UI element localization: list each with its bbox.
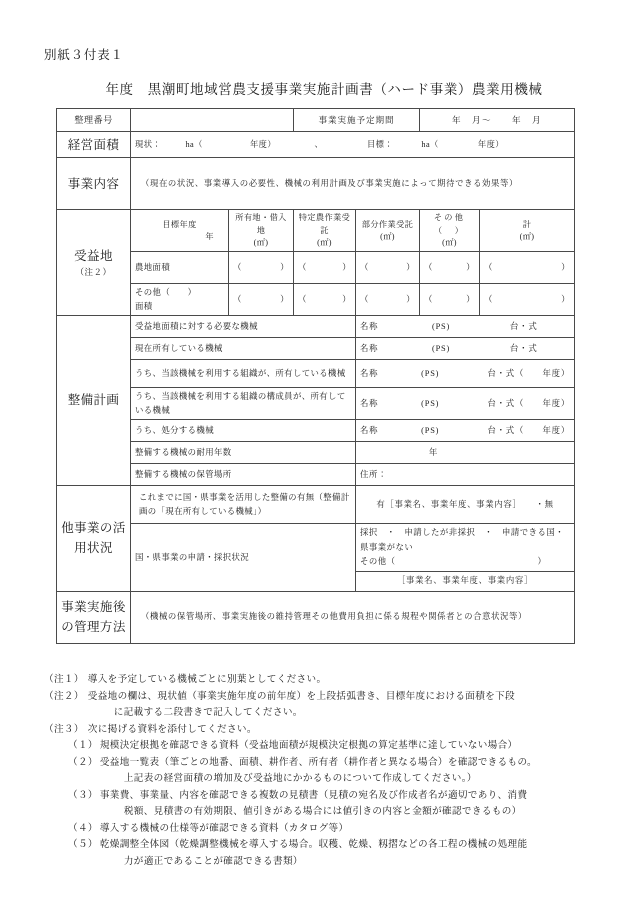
- benefit-col-target-year-l1: 目標年度: [162, 219, 197, 229]
- attachment-5: [44, 837, 600, 870]
- other-projects-label: 他事業の活用状況: [57, 486, 131, 592]
- farmland-area-partial[interactable]: [356, 252, 420, 284]
- project-content-label: 事業内容: [57, 158, 131, 210]
- farmland-area-other[interactable]: [420, 252, 480, 284]
- maintenance-row-label-5: うち、処分する機械: [131, 420, 356, 442]
- farm-area-value-cell[interactable]: [131, 132, 575, 158]
- maintenance-plan-label: 整備計画: [57, 316, 131, 486]
- table-row-other-projects-1: [57, 486, 575, 524]
- benefit-land-sublabel: （注２）: [75, 266, 112, 277]
- table-row-maintenance-4: [57, 388, 575, 420]
- attachment-3-marker: （３）: [68, 789, 98, 801]
- maintenance-row-value-2[interactable]: [356, 338, 575, 360]
- maintenance-row-label-3: うち、当該機械を利用する組織が、所有している機械: [131, 360, 356, 388]
- maintenance-row-value-5[interactable]: [356, 420, 575, 442]
- maintenance-row-label-7: 整備する機械の保管場所: [131, 464, 356, 486]
- attachment-2-line-1: 受益地一覧表（筆ごとの地番、面積、耕作者、所有者（耕作者と異なる場合）を確認できるもの。: [99, 756, 537, 768]
- farm-area-target-label: 目標：: [366, 139, 394, 149]
- attachment-1-body: [100, 738, 600, 755]
- table-row-post-management: [57, 592, 575, 644]
- machine-unit-label-5: 台・式（ 年度）: [487, 425, 571, 435]
- benefit-col-total-l2: (㎡): [519, 231, 535, 241]
- benefit-col-specific-contract-l2: (㎡): [317, 238, 332, 248]
- paren-close: ）: [280, 294, 289, 304]
- paren-close: ）: [406, 294, 416, 304]
- table-row-maintenance-storage: [57, 464, 575, 486]
- page-title: 年度 黒潮町地域営農支援事業実施計画書（ハード事業）農業用機械: [105, 82, 543, 97]
- maintenance-row-label-4: うち、当該機械を利用する組織の構成員が、所有している機械: [131, 388, 356, 420]
- benefit-col-target-year: [131, 210, 229, 252]
- paren-close: ）: [342, 294, 351, 304]
- machine-name-label-2: 名称: [360, 343, 379, 353]
- farm-area-current-year: 年度）: [249, 139, 277, 149]
- footnote-2-line-2: に記載する二段書きで記入してください。: [113, 707, 303, 718]
- other-area-label-l2: 面積: [135, 301, 153, 311]
- benefit-col-other-l1: その他（ ）: [433, 213, 466, 235]
- table-row-maintenance-durability: [57, 442, 575, 464]
- benefit-col-owned-l1: 所有地・借入地: [235, 213, 287, 235]
- machine-name-label-3: 名称: [360, 368, 379, 378]
- attachment-5-line-2: 力が適正であることが確認できる書類）: [123, 855, 303, 867]
- attachment-4-line-1: 導入する機械の仕様等が確認できる資料（カタログ等）: [99, 822, 349, 834]
- attachment-2-body: [100, 755, 600, 788]
- admin-number-label: 整理番号: [57, 109, 131, 132]
- benefit-land-title: 受益地: [74, 249, 113, 264]
- machine-unit-label-3: 台・式（ 年度）: [487, 368, 571, 378]
- benefit-col-partial-contract: [356, 210, 420, 252]
- machine-ps-label-4: (PS): [421, 398, 440, 408]
- table-row-maintenance-5: [57, 420, 575, 442]
- durability-years-label: 年: [428, 447, 438, 457]
- benefit-col-partial-contract-l2: (㎡): [380, 231, 395, 241]
- farm-area-target-year: 年度）: [477, 139, 504, 149]
- other-projects-row1-label: これまでに国・県事業を活用した整備の有無（整備計画の「現在所有している機械」）: [131, 486, 356, 524]
- maintenance-row-value-4[interactable]: [356, 388, 575, 420]
- other-projects-row2-value[interactable]: [356, 524, 575, 572]
- footnotes-section: [44, 672, 600, 870]
- maintenance-row-value-3[interactable]: [356, 360, 575, 388]
- benefit-col-target-year-l2: 年: [205, 231, 214, 241]
- paren-open: （: [233, 294, 242, 304]
- paren-open: （: [360, 262, 369, 272]
- footnote-1-marker: （注１）: [44, 674, 84, 685]
- project-content-value-cell[interactable]: [131, 158, 575, 210]
- machine-unit-label-2: 台・式: [510, 343, 538, 353]
- table-row-farmland-area: [57, 252, 575, 284]
- benefit-col-specific-contract: [294, 210, 356, 252]
- post-management-label: 事業実施後の管理方法: [57, 592, 131, 644]
- footnote-3-marker: （注３）: [44, 723, 84, 735]
- benefit-land-label: [57, 210, 131, 316]
- benefit-col-specific-contract-l1: 特定農作業受託: [298, 213, 351, 235]
- paren-open: （: [484, 262, 493, 272]
- footnote-2: [44, 689, 600, 722]
- machine-name-label-4: 名称: [360, 398, 379, 408]
- machine-ps-label-1: (PS): [432, 321, 451, 331]
- table-row-project-content: [57, 158, 575, 210]
- attachment-4: [44, 821, 600, 838]
- farmland-area-specific[interactable]: [294, 252, 356, 284]
- footnote-3-body: [88, 722, 600, 739]
- other-area-label-l1: その他（ ）: [135, 288, 197, 298]
- footnote-1-body: [88, 672, 600, 689]
- paren-close: ）: [342, 262, 351, 272]
- paren-open: （: [424, 294, 433, 304]
- other-area-total[interactable]: [480, 284, 575, 316]
- other-area-other[interactable]: [420, 284, 480, 316]
- attachment-3-line-2: 税額、見積書の有効期限、値引きがある場合には値引きの内容と金額が確認できるもの）: [123, 806, 522, 817]
- machine-unit-label-4: 台・式（ 年度）: [487, 398, 571, 408]
- paren-close: ）: [466, 294, 476, 304]
- table-row-farm-area: [57, 132, 575, 158]
- other-area-label: [131, 284, 229, 316]
- paren-open: （: [360, 294, 369, 304]
- maintenance-row-value-7[interactable]: 住所：: [356, 464, 575, 486]
- attachment-3-body: [100, 788, 600, 821]
- footnote-1-line-1: 導入を予定している機械ごとに別葉としてください。: [87, 674, 327, 685]
- farm-area-current-label: 現状：: [135, 139, 162, 149]
- paren-open: （: [298, 262, 307, 272]
- maintenance-row-value-1[interactable]: [356, 316, 575, 338]
- machine-name-label-5: 名称: [360, 425, 379, 435]
- farm-area-target-unit: ha（: [421, 139, 439, 149]
- paren-close: ）: [561, 262, 571, 272]
- benefit-col-other-l2: (㎡): [442, 238, 457, 248]
- other-area-partial[interactable]: [356, 284, 420, 316]
- footnote-3: [44, 722, 600, 739]
- paren-close: ）: [466, 262, 476, 272]
- machine-ps-label-3: (PS): [421, 368, 440, 378]
- maintenance-row-label-1: 受益地面積に対する必要な機械: [131, 316, 356, 338]
- attachment-3-line-1: 事業費、事業量、内容を確認できる複数の見積書（見積の宛名及び作成者名が適切であり、消費: [99, 789, 528, 801]
- footnote-3-line-1: 次に掲げる資料を添付してください。: [87, 723, 257, 735]
- document-reference: 別紙３付表１: [44, 48, 124, 62]
- farmland-area-label: 農地面積: [131, 252, 229, 284]
- other-projects-other-line: その他（ ）: [360, 556, 547, 566]
- maintenance-row-label-6: 整備する機械の耐用年数: [131, 442, 356, 464]
- benefit-col-partial-contract-l1: 部分作業受託: [361, 219, 414, 229]
- benefit-col-owned-l2: (㎡): [253, 238, 269, 248]
- paren-open: （: [298, 294, 307, 304]
- machine-unit-label-1: 台・式: [510, 321, 538, 331]
- footnote-2-marker: （注２）: [44, 690, 84, 702]
- table-row-benefit-land-header: [57, 210, 575, 252]
- attachment-5-marker: （５）: [68, 839, 98, 850]
- attachment-5-body: [100, 837, 600, 870]
- farm-area-separator: 、: [314, 139, 324, 149]
- project-content-hint: （現在の状況、事業導入の必要性、機械の利用計画及び事業実施によって期待できる効果等）: [141, 178, 518, 188]
- footnote-2-line-1: 受益地の欄は、現状値（事業実施年度の前年度）を上段括弧書き、目標年度における面積を下段: [87, 690, 515, 702]
- post-management-value-cell[interactable]: [131, 592, 575, 644]
- other-projects-row2-label: 国・県事業の申請・採択状況: [131, 524, 356, 592]
- other-projects-status-line: 採択 ・ 申請したが非採択 ・ 申請できる国・県事業がない: [360, 528, 565, 552]
- application-form-table: [56, 108, 575, 644]
- footnote-2-body: [88, 689, 600, 722]
- machine-name-label-1: 名称: [360, 321, 379, 331]
- paren-open: （: [233, 262, 242, 272]
- attachment-4-body: [100, 821, 600, 838]
- table-row-maintenance-2: [57, 338, 575, 360]
- paren-close: ）: [280, 262, 289, 272]
- attachment-5-line-1: 乾燥調整全体図（乾燥調整機械を導入する場合。収穫、乾燥、籾摺などの各工程の機械の処理能: [99, 839, 528, 850]
- maintenance-row-label-2: 現在所有している機械: [131, 338, 356, 360]
- table-row-admin-number: [57, 109, 575, 132]
- attachment-1: [44, 738, 600, 755]
- farmland-area-total[interactable]: [480, 252, 575, 284]
- machine-ps-label-2: (PS): [432, 343, 451, 353]
- other-area-specific[interactable]: [294, 284, 356, 316]
- farm-area-current-unit: ha（: [185, 139, 203, 149]
- farmland-area-owned[interactable]: [229, 252, 294, 284]
- admin-number-value[interactable]: [131, 109, 294, 132]
- attachment-4-marker: （４）: [68, 822, 98, 834]
- table-row-other-area: [57, 284, 575, 316]
- benefit-col-other: [420, 210, 480, 252]
- benefit-col-total: [480, 210, 575, 252]
- other-area-owned[interactable]: [229, 284, 294, 316]
- post-management-hint: （機械の保管場所、事業実施後の維持管理その他費用負担に係る規程や関係者との合意状況等）: [141, 612, 527, 622]
- attachment-3: [44, 788, 600, 821]
- farm-area-label: 経営面積: [57, 132, 131, 158]
- attachment-2: [44, 755, 600, 788]
- table-row-other-projects-2: [57, 524, 575, 572]
- paren-close: ）: [561, 294, 571, 304]
- attachment-1-line-1: 規模決定根拠を確認できる資料（受益地面積が規模決定根拠の算定基準に達していない場合）: [99, 740, 518, 751]
- maintenance-row-value-6[interactable]: [356, 442, 575, 464]
- paren-open: （: [424, 262, 433, 272]
- attachment-2-line-2: 上記表の経営面積の増加及び受益地にかかるものについて作成してください。）: [123, 773, 477, 784]
- period-value[interactable]: 年 月～ 年 月: [420, 109, 575, 132]
- benefit-col-total-l1: 計: [522, 219, 532, 229]
- attachment-1-marker: （１）: [68, 740, 98, 751]
- other-projects-row1-value[interactable]: 有［事業名、事業年度、事業内容］ ・無: [356, 486, 575, 524]
- table-row-maintenance-3: [57, 360, 575, 388]
- other-projects-row3-value: ［事業名、事業年度、事業内容］: [356, 572, 575, 592]
- machine-ps-label-5: (PS): [421, 425, 440, 435]
- footnote-1: [44, 672, 600, 689]
- attachment-2-marker: （２）: [68, 756, 98, 768]
- benefit-col-owned: [229, 210, 294, 252]
- paren-close: ）: [406, 262, 416, 272]
- period-label: 事業実施予定期間: [294, 109, 420, 132]
- table-row-maintenance-1: [57, 316, 575, 338]
- paren-open: （: [484, 294, 493, 304]
